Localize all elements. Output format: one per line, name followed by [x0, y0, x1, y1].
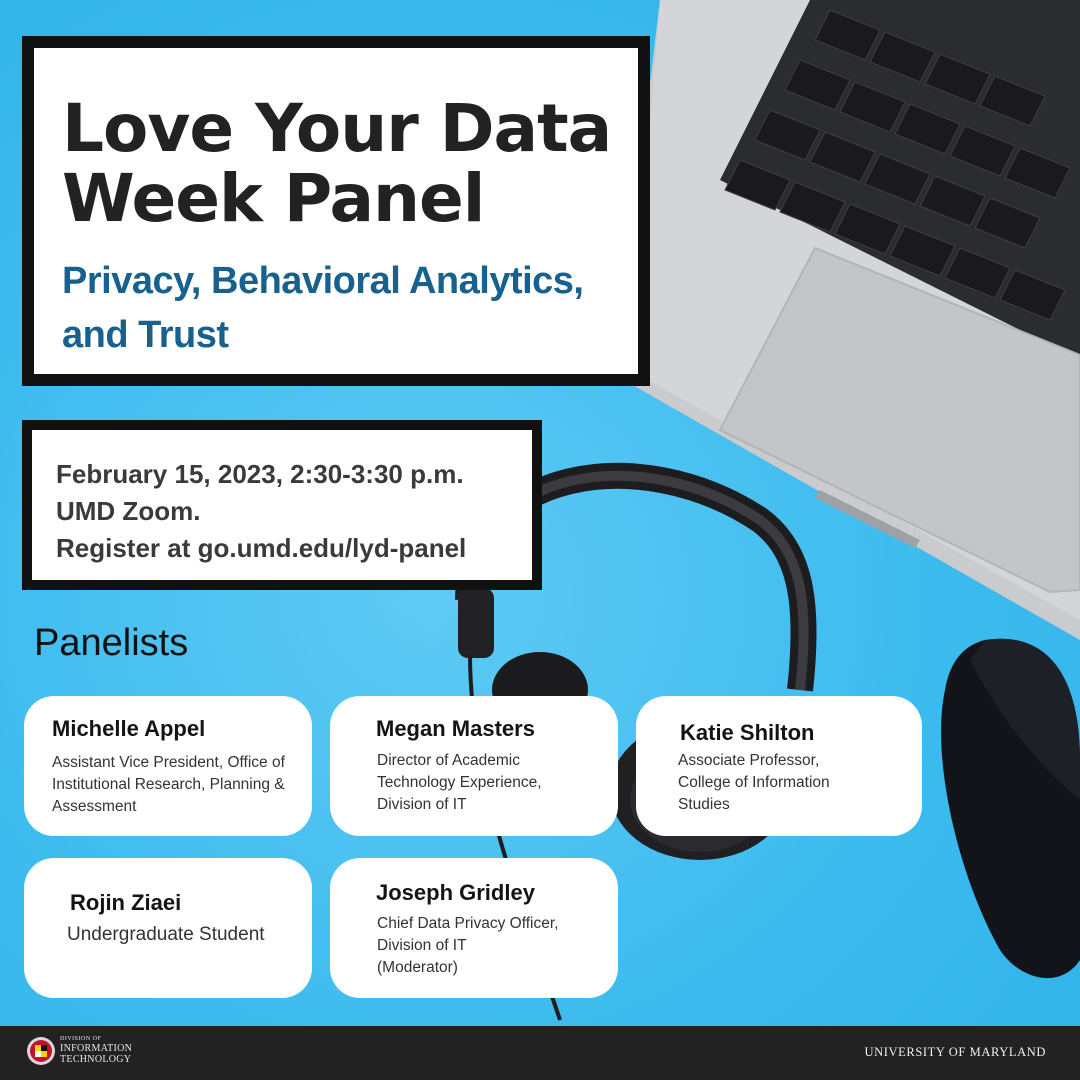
event-details-box [22, 420, 542, 590]
subtitle-line-1: Privacy, Behavioral Analytics, [62, 260, 584, 302]
title-box [22, 36, 650, 386]
panelist-card [636, 696, 922, 836]
panelist-role-line: Assistant Vice President, Office of [52, 754, 285, 771]
title-line-1: Love Your Data [62, 90, 612, 167]
event-location: UMD Zoom. [56, 496, 201, 526]
panelist-name: Megan Masters [376, 716, 535, 741]
panelist-name: Joseph Gridley [376, 880, 535, 905]
panelist-role [52, 752, 285, 818]
panelist-card [24, 696, 312, 836]
panelist-role [678, 750, 830, 816]
panelist-role-line: (Moderator) [377, 959, 458, 976]
division-line-3: TECHNOLOGY [60, 1054, 132, 1065]
panelists-heading: Panelists [34, 622, 189, 664]
panelist-role-line: Division of IT [377, 796, 467, 813]
university-name: UNIVERSITY OF MARYLAND [864, 1045, 1046, 1059]
panelist-card [330, 696, 618, 836]
panelist-card [24, 858, 312, 998]
title-line-2: Week Panel [62, 160, 485, 237]
panelist-role-line: Division of IT [377, 937, 467, 954]
event-title [62, 90, 638, 237]
division-logo [60, 1036, 132, 1065]
microphone-image [941, 639, 1080, 978]
subtitle-line-2: and Trust [62, 314, 229, 356]
panelist-role-line: Undergraduate Student [67, 924, 265, 945]
panelist-role-line: College of Information [678, 774, 830, 791]
panelist-role [377, 913, 558, 979]
panelist-role-line: Chief Data Privacy Officer, [377, 915, 559, 932]
panelist-role-line: Institutional Research, Planning & [52, 776, 285, 793]
panelist-role-line: Studies [678, 796, 730, 813]
panelist-role-line: Associate Professor, [678, 752, 820, 769]
division-line-2: INFORMATION [60, 1043, 133, 1054]
panelist-card [330, 858, 618, 998]
panelist-name: Michelle Appel [52, 716, 206, 741]
event-date-time: February 15, 2023, 2:30-3:30 p.m. [56, 459, 464, 489]
panelist-role [377, 750, 542, 816]
footer-bar [0, 1026, 1080, 1080]
panelist-role-line: Assessment [52, 798, 137, 815]
panelist-role-line: Technology Experience, [377, 774, 542, 791]
panelist-name: Rojin Ziaei [70, 890, 182, 915]
event-subtitle [62, 254, 638, 362]
event-register-link: Register at go.umd.edu/lyd-panel [56, 533, 467, 563]
division-line-1: DIVISION OF [60, 1036, 102, 1042]
laptop-image [615, 0, 1080, 640]
umd-seal-icon [26, 1036, 56, 1066]
panelist-name: Katie Shilton [680, 720, 815, 745]
panelist-role [67, 924, 265, 946]
panelist-role-line: Director of Academic [377, 752, 520, 769]
